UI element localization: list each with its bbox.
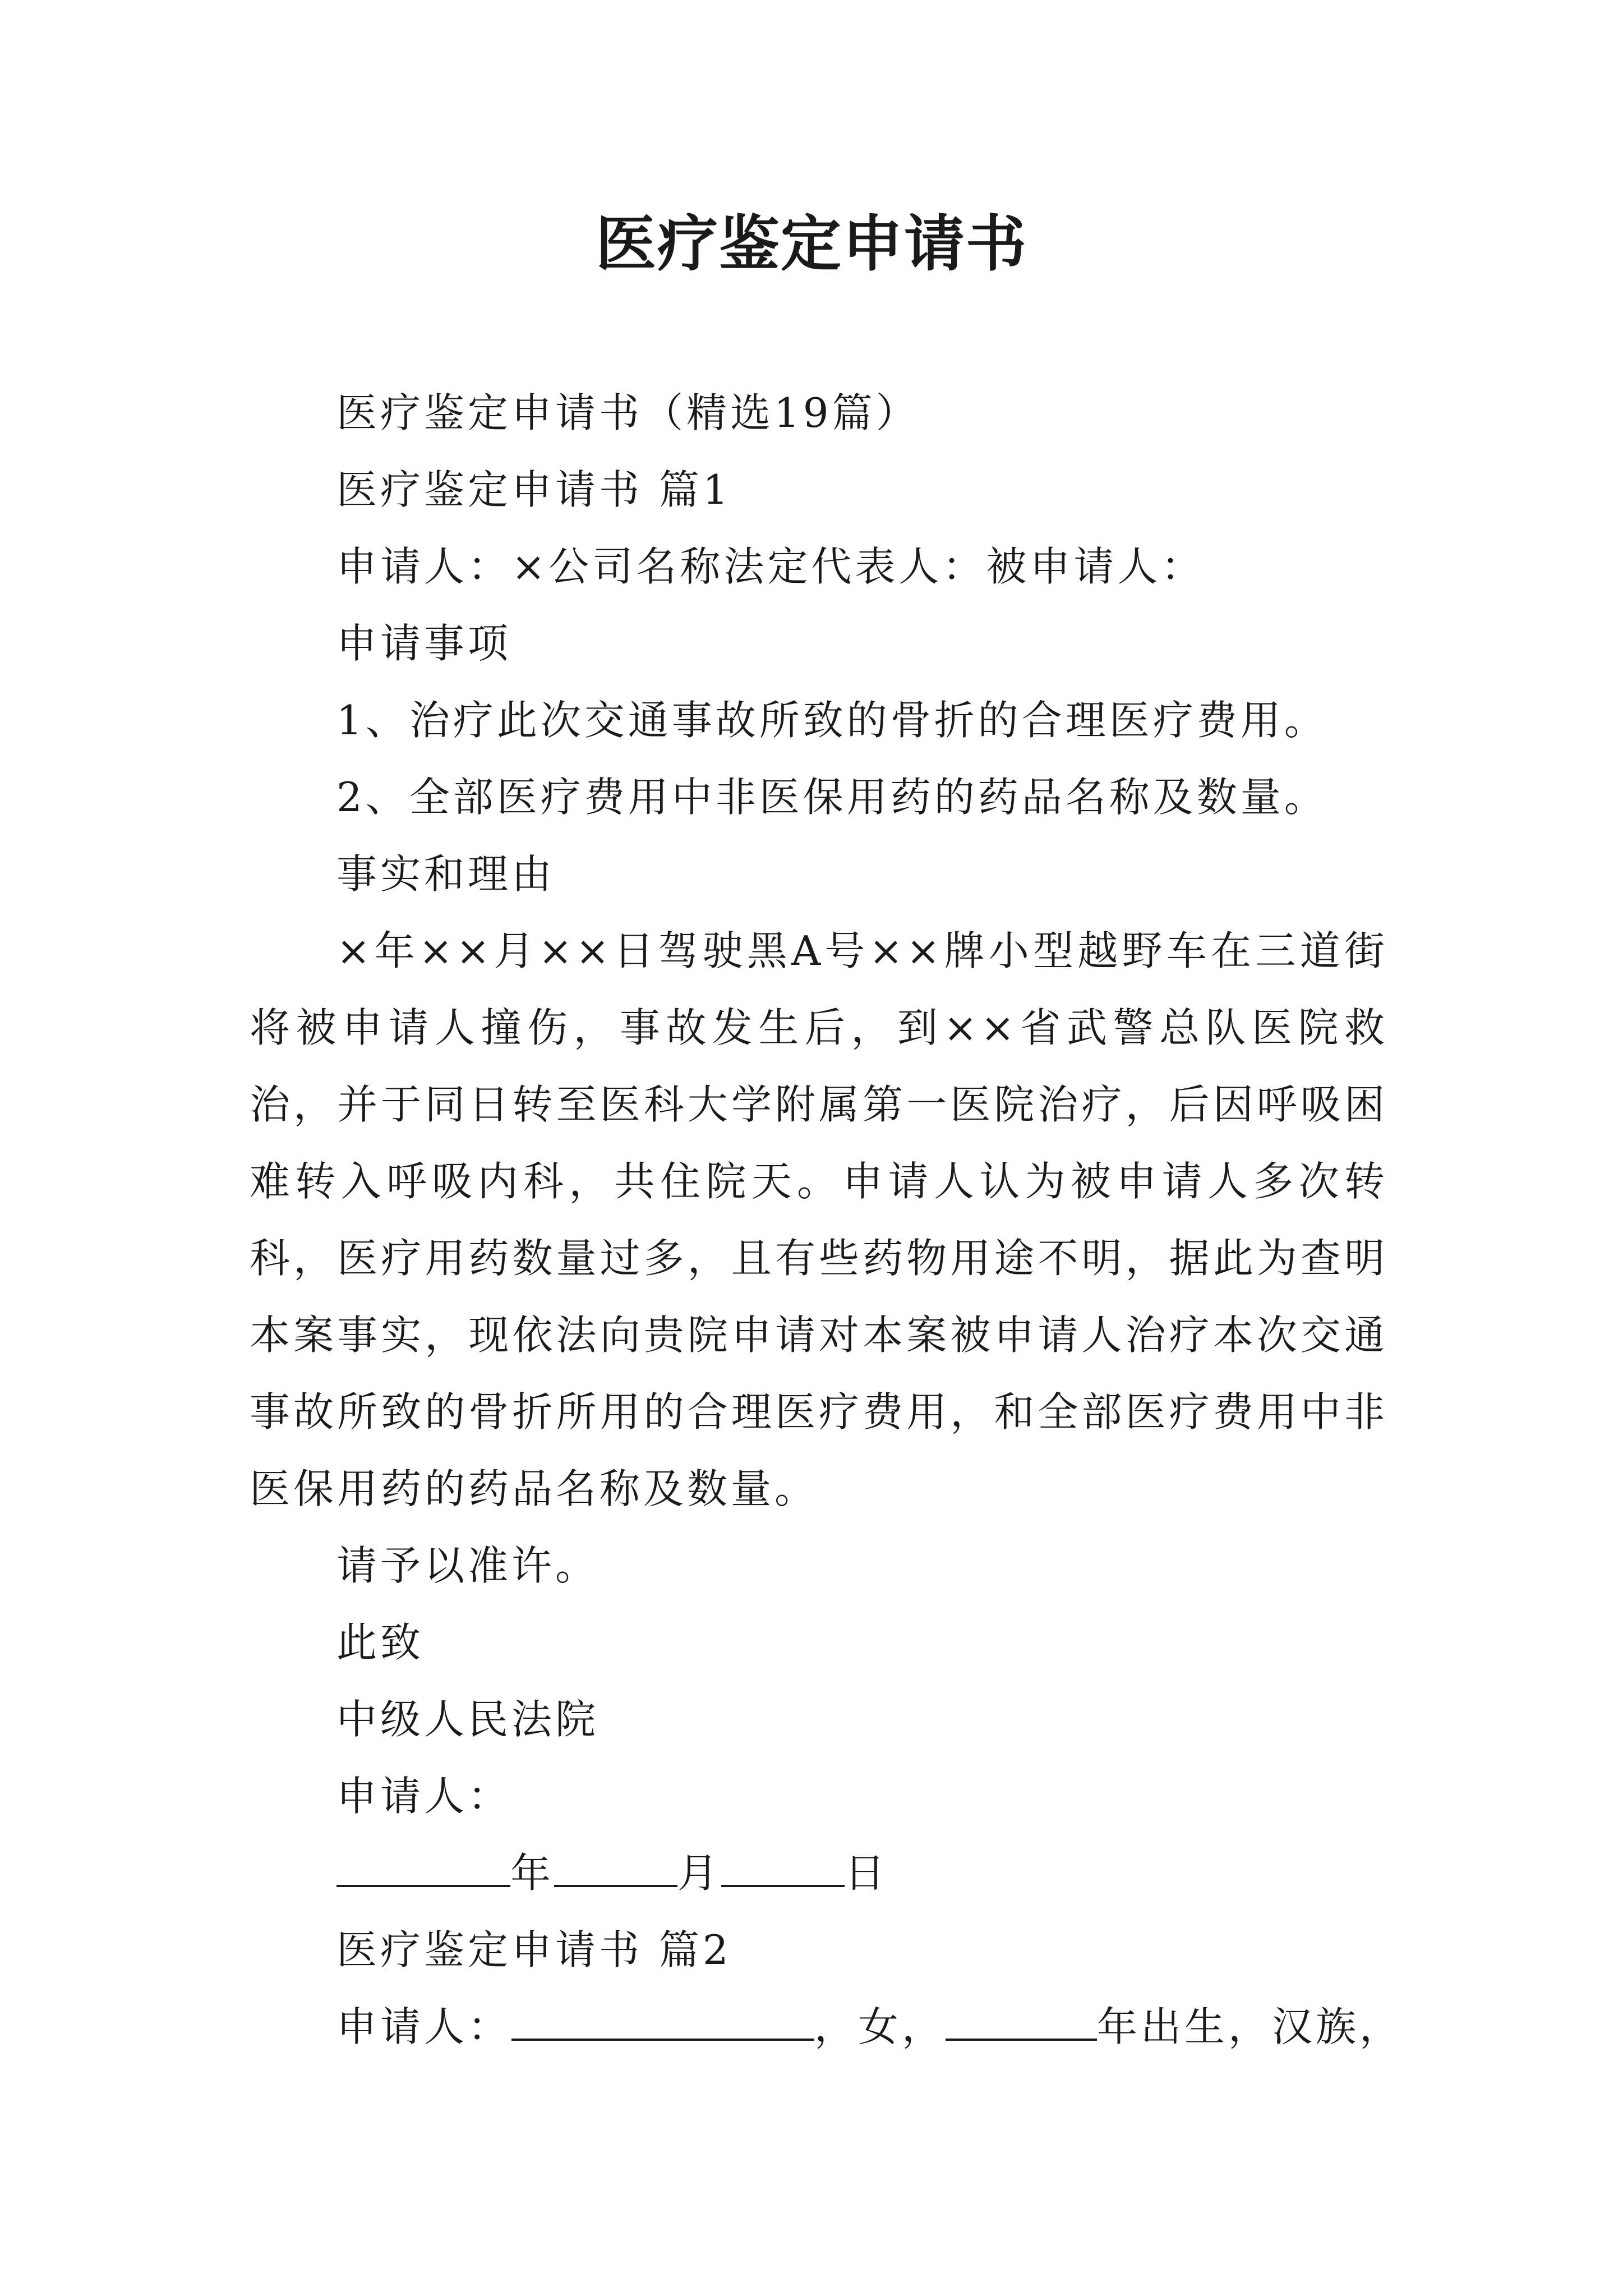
birth-text: 年出生，汉族， <box>1097 2003 1404 2050</box>
facts-heading: 事实和理由 <box>336 850 556 898</box>
closing-request: 请予以准许。 <box>336 1542 600 1589</box>
applicant-label: 申请人： <box>336 2003 512 2050</box>
request-item-1: 1、治疗此次交通事故所致的骨折的合理医疗费用。 <box>336 697 1328 744</box>
facts-body: ×年××月××日驾驶黑A号××牌小型越野车在三道街将被申请人撞伤，事故发生后，到××省武警总队医院救治，并于同日转至医科大学附属第一医院治疗，后因呼吸困难转入呼吸内科，共住院天。申请人认为被申请人多次转科，医疗用药数量过多，且有些药物用途不明，据此为查明本案事实，现依法向贵院申请对本案被申请人治疗本次交通事故所致的骨折所用的合理医疗费用，和全部医疗费用中非医保用药的药品名称及数量。 <box>250 927 1388 1512</box>
date-line <box>250 1835 1388 1912</box>
year-blank <box>336 1849 510 1887</box>
document-title: 医疗鉴定申请书 <box>595 209 1027 279</box>
birth-year-blank <box>946 2003 1097 2041</box>
article-2-heading: 医疗鉴定申请书 篇2 <box>336 1926 732 1973</box>
day-label: 日 <box>845 1849 889 1897</box>
request-item-2: 2、全部医疗费用中非医保用药的药品名称及数量。 <box>336 774 1328 821</box>
year-label: 年 <box>510 1849 555 1897</box>
gender-text: ，女， <box>814 2003 946 2050</box>
month-label: 月 <box>677 1849 722 1897</box>
month-blank <box>554 1849 677 1887</box>
document-subtitle: 医疗鉴定申请书（精选19篇） <box>336 389 920 436</box>
closing-salutation: 此致 <box>336 1619 425 1666</box>
request-heading: 申请事项 <box>336 620 512 667</box>
court-name: 中级人民法院 <box>336 1696 600 1743</box>
article-2-applicant-line <box>250 1989 1404 2065</box>
article-1-parties: 申请人：×公司名称法定代表人：被申请人： <box>336 543 1205 590</box>
signature-line: 申请人： <box>336 1773 512 1820</box>
day-blank <box>721 1849 845 1887</box>
article-1-heading: 医疗鉴定申请书 篇1 <box>336 466 732 513</box>
applicant-name-blank <box>511 2003 814 2041</box>
document-body <box>250 375 1404 2065</box>
